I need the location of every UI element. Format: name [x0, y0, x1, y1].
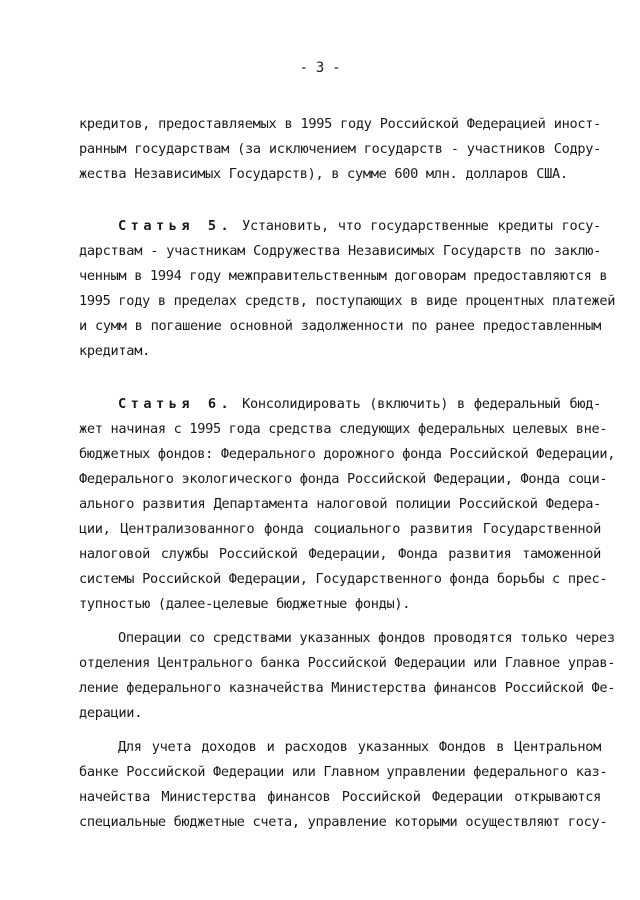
article-6-line-1: Консолидировать (включить) в федеральный бюд-	[233, 396, 601, 412]
paragraph-4-line-1: Операции со средствами указанных фондов проводятся только через	[118, 630, 615, 646]
paragraph-4-line-4: дерации.	[79, 705, 143, 721]
article-6-line-2: жет начиная с 1995 года средства следующих федеральных целевых вне-	[79, 421, 608, 437]
article-6-line-8: системы Российской Федерации, Государственного фонда борьбы с прес-	[79, 571, 608, 587]
article-5-line-5: и сумм в погашение основной задолженности по ранее предоставленным	[79, 318, 601, 334]
article-6-first-line	[118, 393, 601, 415]
article-6-line-5: ального развития Департамента налоговой полиции Российской Федера-	[79, 496, 601, 512]
paragraph-5-line-2: банке Российской Федерации или Главном управлении федерального каз-	[79, 764, 608, 780]
article-5-line-4: 1995 году в пределах средств, поступающих в виде процентных платежей	[79, 293, 616, 309]
article-5-line-2: дарствам - участникам Содружества Независимых Государств по заклю-	[79, 243, 601, 259]
article-5-line-1: Установить, что государственные кредиты госу-	[233, 218, 601, 234]
paragraph-1-line-2: ранным государствам (за исключением государств - участников Содру-	[79, 141, 601, 157]
paragraph-5-line-3: начейства Министерства финансов Российской Федерации открываются	[79, 789, 601, 805]
article-6-label: Статья 6.	[118, 396, 234, 412]
paragraph-5-line-4: специальные бюджетные счета, управление которыми осуществляют госу-	[79, 814, 608, 830]
article-6-line-3: бюджетных фондов: Федерального дорожного фонда Российской Федерации,	[79, 446, 616, 462]
article-6-line-4: Федерального экологического фонда Российской Федерации, Фонда соци-	[79, 471, 608, 487]
article-5-line-3: ченным в 1994 году межправительственным договорам предоставляются в	[79, 268, 608, 284]
paragraph-4-line-2: отделения Центрального банка Российской Федерации или Главное управ-	[79, 655, 616, 671]
article-5-line-6: кредитам.	[79, 343, 150, 359]
article-5-first-line	[118, 215, 601, 237]
paragraph-1-line-1: кредитов, предоставляемых в 1995 году Российской Федерацией иност-	[79, 116, 601, 132]
article-6-line-7: налоговой службы Российской Федерации, Фонда развития таможенной	[79, 546, 601, 562]
paragraph-1-line-3: жества Независимых Государств), в сумме 600 млн. долларов США.	[79, 166, 568, 182]
article-6-line-6: ции, Централизованного фонда социального развития Государственной	[79, 521, 601, 537]
page-number: - 3 -	[299, 60, 341, 76]
article-5-label: Статья 5.	[118, 218, 234, 234]
article-6-line-9: тупностью (далее-целевые бюджетные фонды).	[79, 596, 411, 612]
paragraph-5-line-1: Для учета доходов и расходов указанных Фондов в Центральном	[118, 739, 601, 755]
paragraph-4-line-3: ление федерального казначейства Министерства финансов Российской Фе-	[79, 680, 616, 696]
